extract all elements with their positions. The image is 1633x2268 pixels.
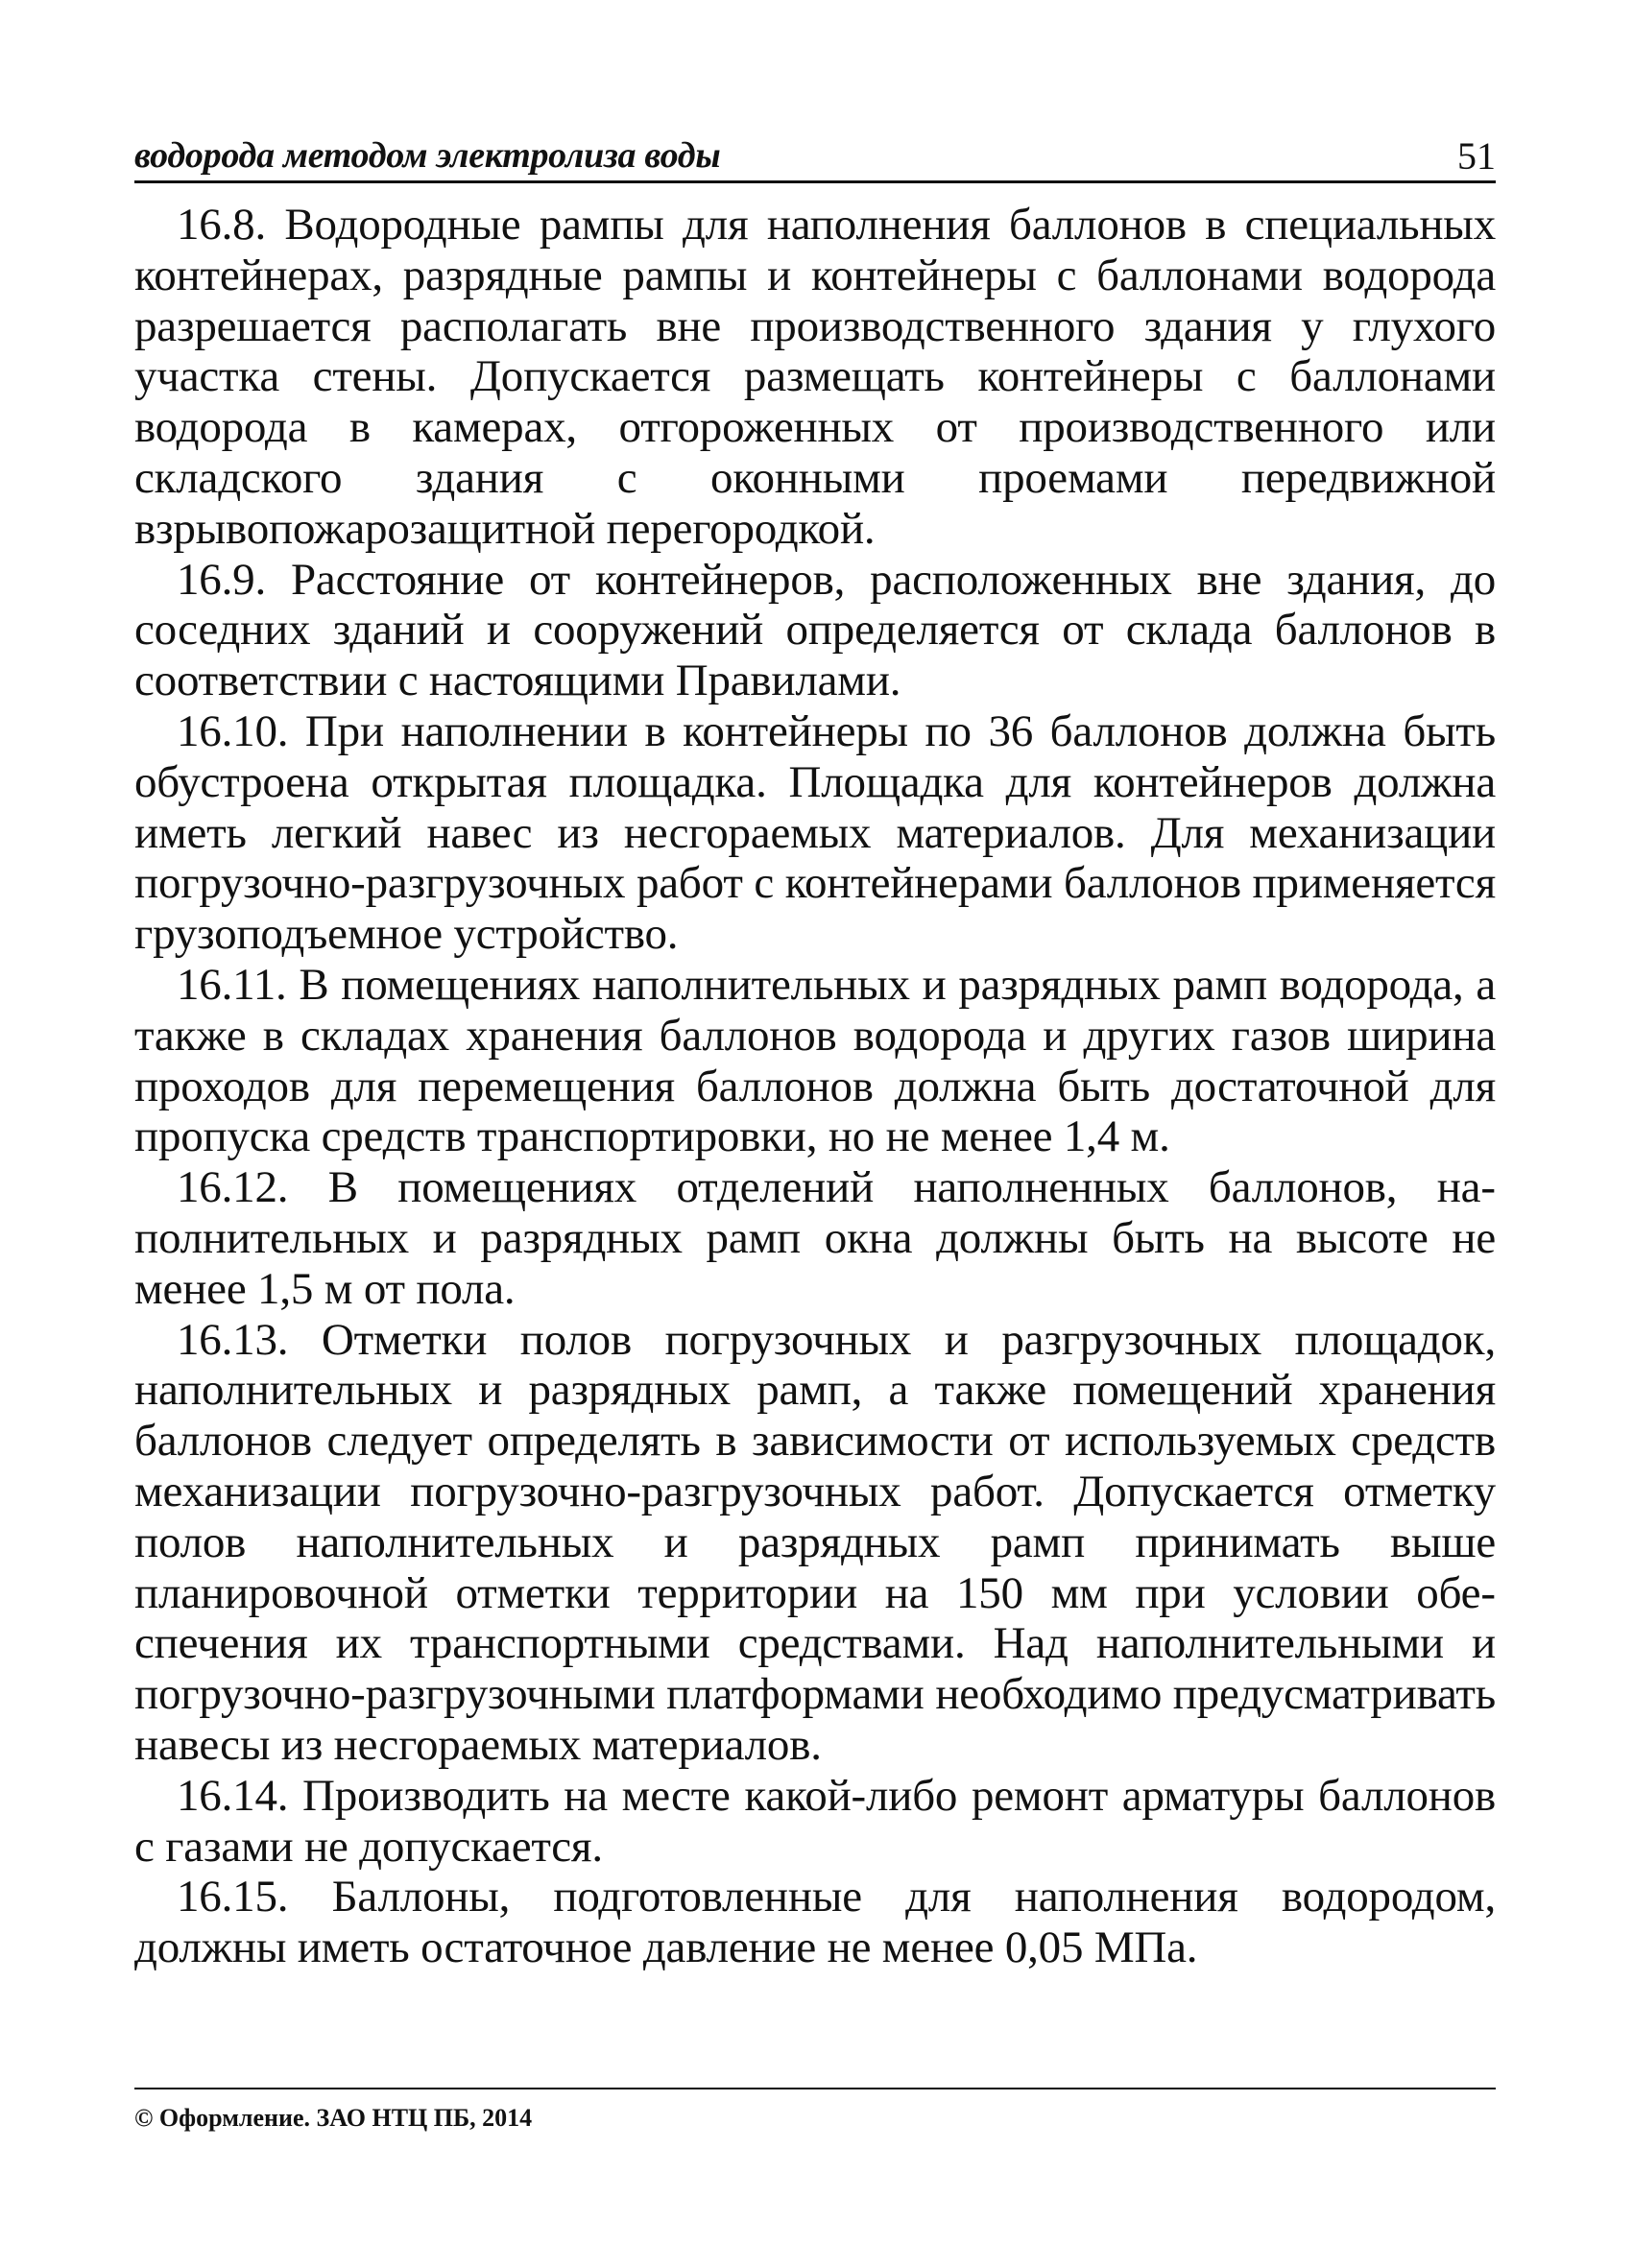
- footer-divider: [134, 2088, 1496, 2089]
- page-number: 51: [1457, 134, 1496, 178]
- paragraph-16-8: 16.8. Водородные рампы для наполнения баллонов в специальных контейнерах, разрядные рампы и контейнеры с баллонами водорода разрешается располагать вне производственного здания у глухого участка стены. Допускается размещать контейнеры с баллонами водорода в камерах, отгороженных от производственного или складского здания с оконными проемами передвижной взрывопожарозащитной перегородкой.: [134, 200, 1496, 554]
- paragraph-16-9: 16.9. Расстояние от контейнеров, расположенных вне здания, до соседних зданий и сооружений определяется от склада баллонов в соответствии с настоящими Правилами.: [134, 554, 1496, 706]
- copyright-footer: © Оформление. ЗАО НТЦ ПБ, 2014: [134, 2104, 533, 2132]
- paragraph-16-12: 16.12. В помещениях отделений наполненных баллонов, наполнительных и разрядных рамп окна должны быть на высоте не менее 1,5 м от пола.: [134, 1162, 1496, 1314]
- body-text: [134, 200, 1496, 1973]
- paragraph-16-14: 16.14. Производить на месте какой-либо ремонт арматуры баллонов с газами не допускается.: [134, 1770, 1496, 1872]
- paragraph-16-15: 16.15. Баллоны, подготовленные для наполнения водородом, должны иметь остаточное давление не менее 0,05 МПа.: [134, 1872, 1496, 1973]
- paragraph-16-13: 16.13. Отметки полов погрузочных и разгрузочных площадок, наполнительных и разрядных рамп, а также помещений хранения баллонов следует определять в зависимости от используемых средств механизации погрузочно-разгрузочных работ. Допускается отметку полов наполнительных и разрядных рамп принимать выше планировочной отметки территории на 150 мм при условии обеспечения их транспортными средствами. Над наполнительными и погрузочно-разгрузочными платформами необходимо предусматривать навесы из несгораемых материалов.: [134, 1314, 1496, 1770]
- running-header: [134, 132, 1496, 183]
- paragraph-16-11: 16.11. В помещениях наполнительных и разрядных рамп водорода, а также в складах хранения баллонов водорода и других газов ширина проходов для перемещения баллонов должна быть достаточной для пропуска средств транспортировки, но не менее 1,4 м.: [134, 959, 1496, 1162]
- running-header-title: водорода методом электролиза воды: [134, 135, 721, 176]
- paragraph-16-10: 16.10. При наполнении в контейнеры по 36 баллонов должна быть обустроена открытая площадка. Площадка для контейнеров должна иметь легкий навес из несгораемых материалов. Для механизации погрузочно-разгрузочных работ с контейнерами баллонов применяется грузоподъемное устройство.: [134, 705, 1496, 960]
